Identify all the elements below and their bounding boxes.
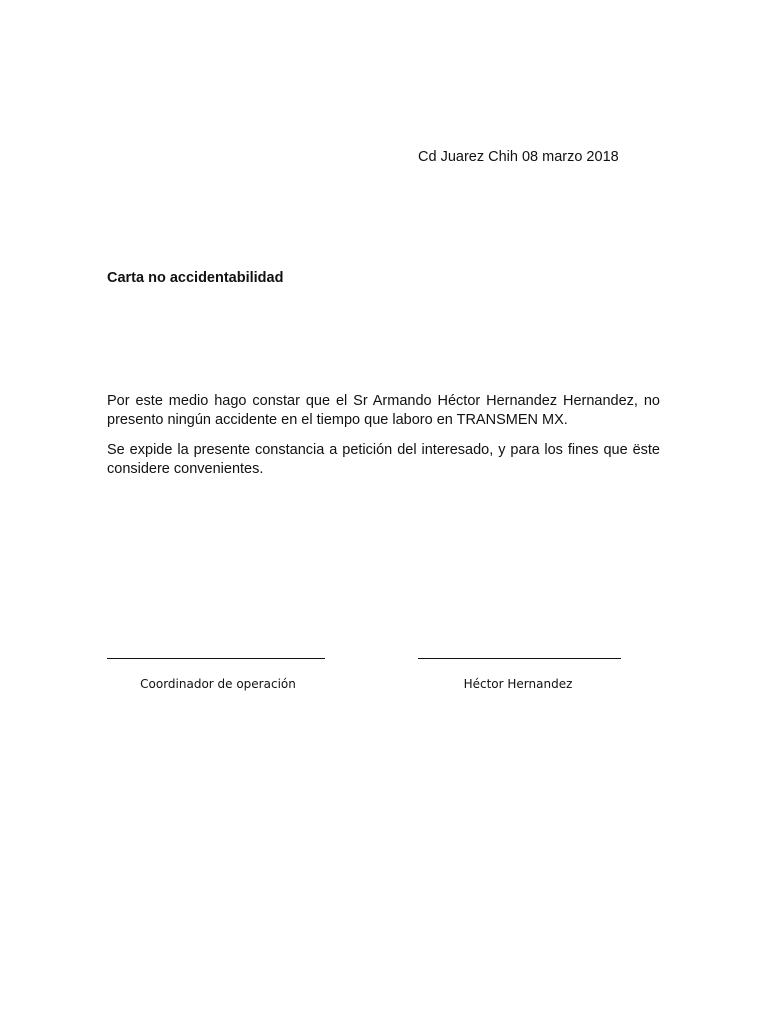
body-paragraph-1: Por este medio hago constar que el Sr Armando Héctor Hernandez Hernandez, no presento ningún accidente en el tiempo que laboro en TRANSMEN MX. xyxy=(107,393,660,428)
signature-line-right xyxy=(418,658,621,659)
signature-line-left xyxy=(107,658,325,659)
letter-title: Carta no accidentabilidad xyxy=(107,270,284,286)
body-paragraph-2: Se expide la presente constancia a petición del interesado, y para los fines que ëste considere convenientes. xyxy=(107,442,660,477)
date-line: Cd Juarez Chih 08 marzo 2018 xyxy=(418,149,619,165)
signature-label-coordinator: Coordinador de operación xyxy=(140,677,296,691)
signature-label-hector: Héctor Hernandez xyxy=(463,677,573,691)
